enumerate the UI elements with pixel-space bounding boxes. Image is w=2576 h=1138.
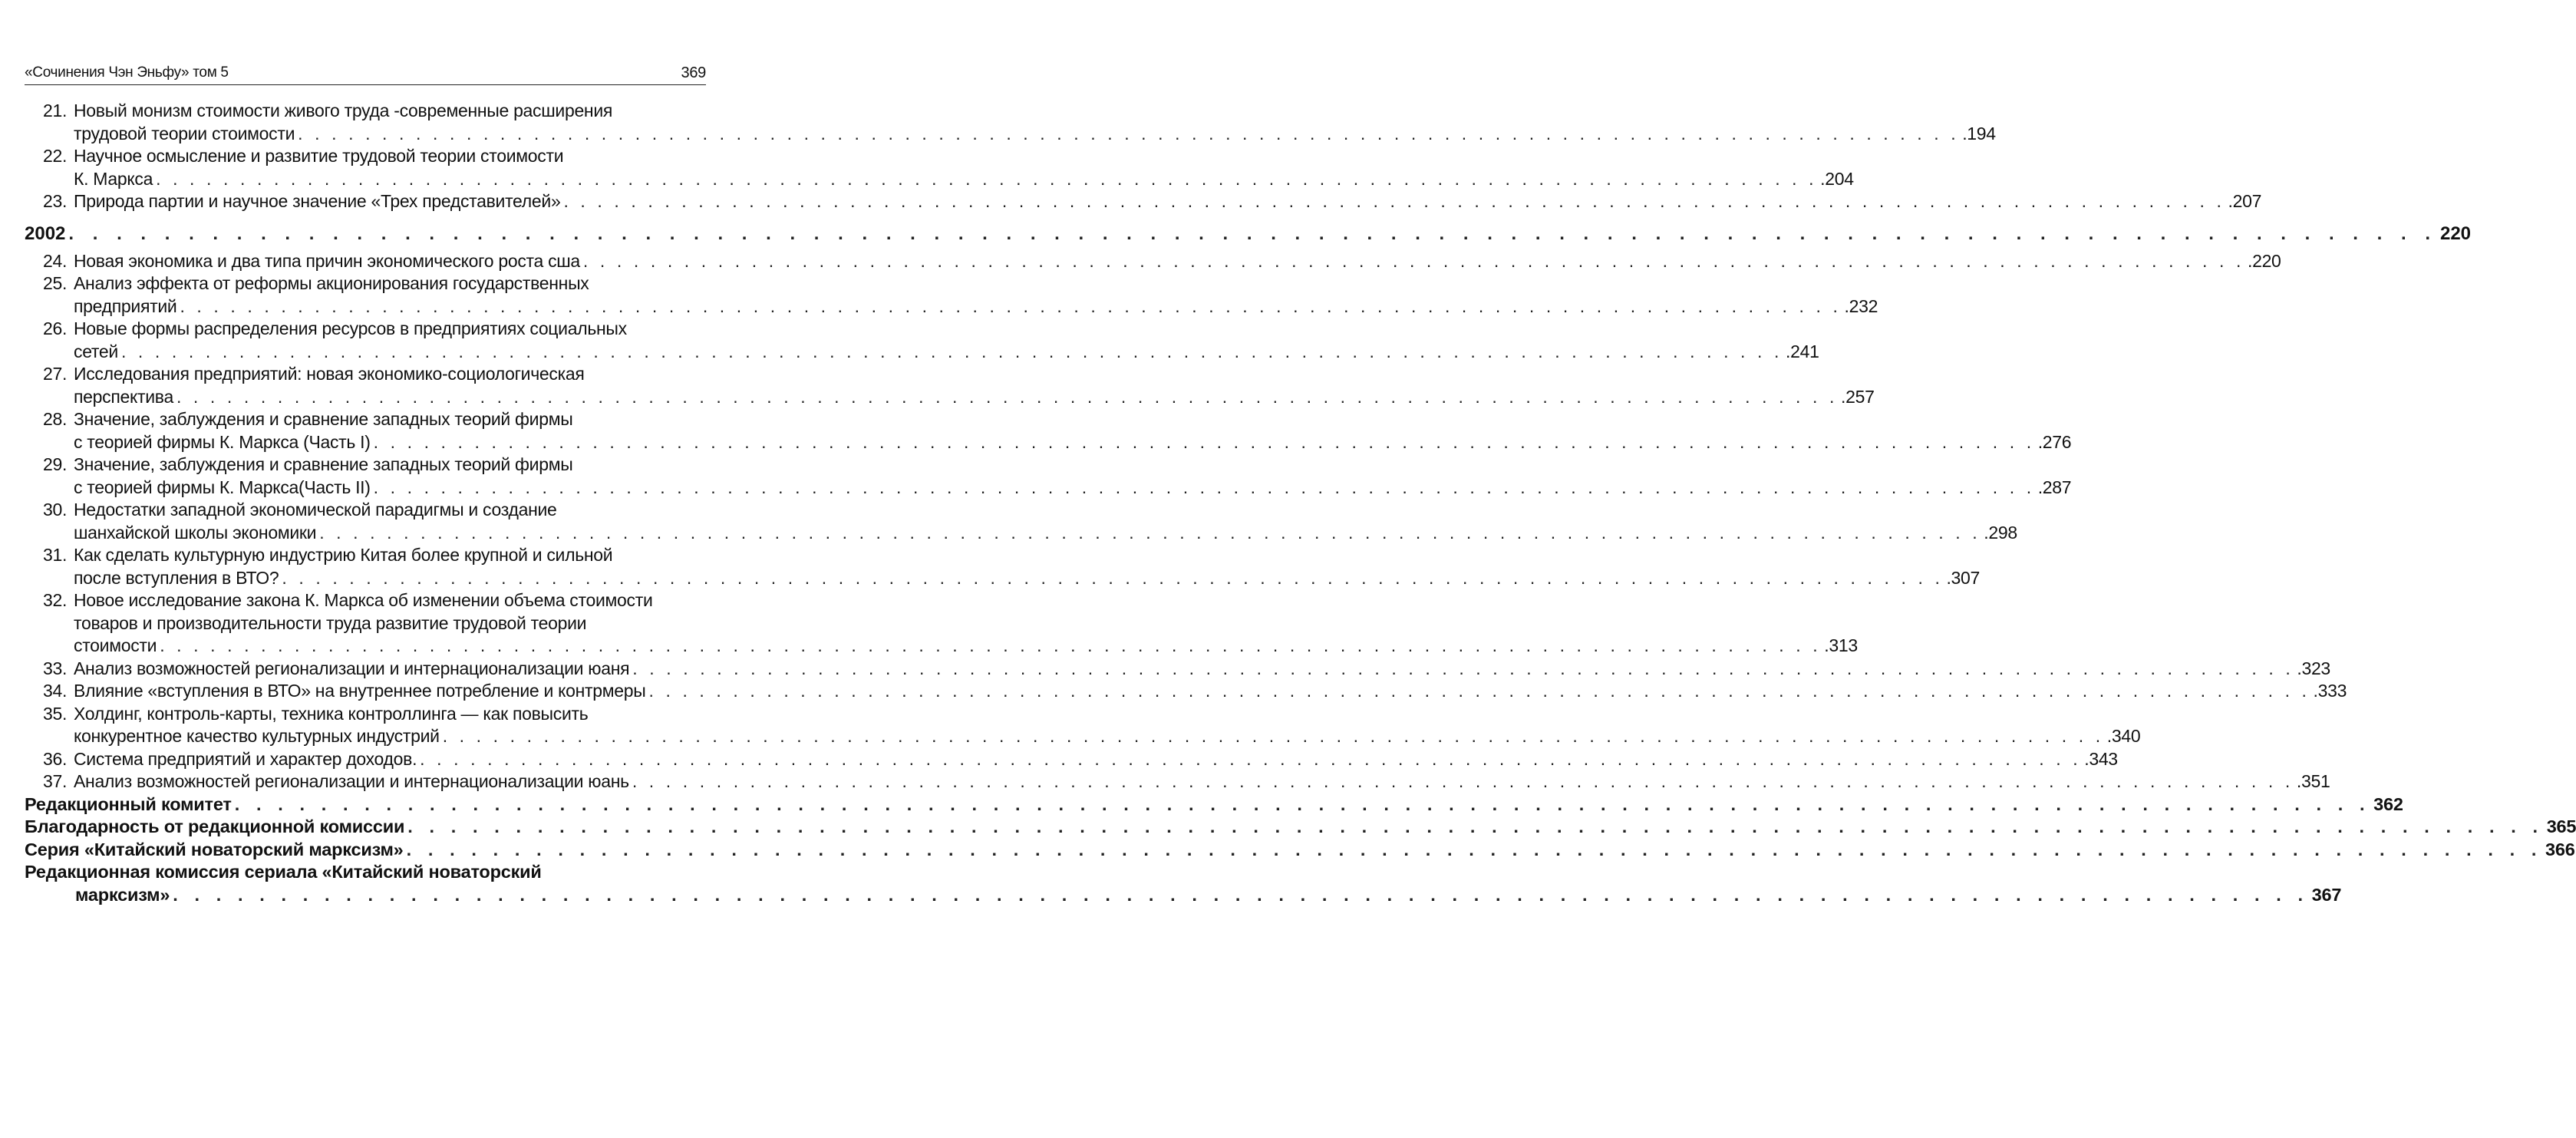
year-label: 2002 (25, 223, 66, 244)
entry-title (74, 272, 1878, 318)
entry-title (74, 408, 2072, 454)
toc-entry[interactable] (25, 589, 1858, 658)
entry-last-line (74, 190, 2262, 213)
entry-last-line (74, 658, 2330, 681)
toc-group-2001 (25, 100, 2262, 213)
dot-leader: . . . . . . . . . . . . . . . . . . . . . . . . . . . . . . . . . . . . . . . . . . . . . . . . . . . . . . . . . . . . . . . . . . . . . . . . . . . . . . . . . . . . . . . . . . . . . . . . . . . (442, 726, 2104, 746)
entry-title-line: Научное осмысление и развитие трудовой теории стоимости (74, 146, 564, 166)
book-title: «Сочинения Чэн Эньфу» том 5 (25, 64, 229, 81)
entry-title-line: К. Маркса (74, 168, 153, 189)
back-matter-entry[interactable] (25, 839, 2575, 862)
back-matter-entry[interactable] (25, 793, 2403, 816)
toc-entry[interactable] (25, 544, 1981, 589)
entry-number: 35. (43, 703, 68, 724)
section-title-line: марксизм» (75, 884, 170, 905)
entry-title-line: Новая экономика и два типа причин экономического роста сша (74, 250, 580, 271)
dot-leader: . . . . . . . . . . . . . . . . . . . . . . . . . . . . . . . . . . . . . . . . . . . . . . . . . . . . . . . . . . . . . . . . . . . . . . . . . . . . . . . . . . . . . . . . . . . . . . . . . . . (68, 223, 2437, 244)
running-header (25, 61, 706, 85)
dot-leader: . . . . . . . . . . . . . . . . . . . . . . . . . . . . . . . . . . . . . . . . . . . . . . . . . . . . . . . . . . . . . . . . . . . . . . . . . . . . . . . . . . . . . . . . . . . . . . . . . . . (298, 123, 1960, 143)
entry-title-line: с теорией фирмы К. Маркса(Часть II) (74, 477, 371, 497)
entry-title (74, 145, 1854, 190)
toc-entry[interactable] (25, 250, 2281, 273)
year-page: 220 (2439, 223, 2472, 244)
dot-leader: . . . . . . . . . . . . . . . . . . . . . . . . . . . . . . . . . . . . . . . . . . . . . . . . . . . . . . . . . . . . . . . . . . . . . . . . . . . . . . . . . . . . . . . . . . . . . . . . . . . (156, 168, 1818, 189)
entry-number: 34. (43, 681, 68, 701)
entry-title-line: Новые формы распределения ресурсов в предприятиях социальных (74, 318, 627, 338)
entry-last-line (74, 341, 1819, 364)
entry-last-line (74, 123, 1996, 146)
dot-leader: . . . . . . . . . . . . . . . . . . . . . . . . . . . . . . . . . . . . . . . . . . . . . . . . . . . . . . . . . . . . . . . . . . . . . . . . . . . . . . . . . . . . . . . . . . . . . . . . . . . (648, 681, 2310, 701)
toc-entry[interactable] (25, 658, 2330, 681)
entry-title (74, 318, 1819, 363)
entry-title-line: Анализ возможностей регионализации и интернационализации юань (74, 771, 629, 791)
entry-number: 21. (43, 101, 68, 120)
toc-entry[interactable] (25, 408, 2072, 454)
entry-last-line (74, 770, 2330, 793)
page-number: 369 (681, 64, 706, 81)
entry-number: 23. (43, 191, 68, 211)
entry-title (74, 100, 1996, 145)
year-heading[interactable] (25, 223, 2472, 246)
section-title-line: Редакционная комиссия сериала «Китайский новаторский (25, 862, 542, 882)
entry-last-line (74, 477, 2072, 500)
entry-title-line: Анализ эффекта от реформы акционирования государственных (74, 273, 589, 293)
entry-number: 31. (43, 545, 68, 565)
entry-title (74, 770, 2330, 793)
entry-page: .287 (2037, 477, 2072, 497)
entry-last-line (74, 295, 1878, 318)
entry-page: .323 (2297, 658, 2330, 678)
toc-entry[interactable] (25, 748, 2118, 771)
entry-title-line: Недостатки западной экономической парадигмы и создание (74, 500, 557, 520)
entry-title (74, 589, 1858, 658)
entry-title-line: сетей (74, 341, 118, 361)
section-title-line: Благодарность от редакционной комиссии (25, 816, 405, 836)
entry-page: .343 (2084, 748, 2118, 769)
entry-last-line (74, 431, 2072, 454)
entry-number: 24. (43, 250, 68, 271)
section-last-line (25, 816, 2576, 839)
entry-title (74, 363, 1875, 408)
entry-number: 27. (43, 364, 68, 384)
entry-number: 32. (43, 590, 68, 610)
entry-title (74, 454, 2072, 499)
entry-page: .340 (2106, 726, 2141, 746)
entry-number: 28. (43, 409, 68, 429)
entry-title-line: Влияние «вступления в ВТО» на внутреннее потребление и контрмеры (74, 681, 646, 701)
entry-last-line (74, 567, 1981, 590)
toc-group-2002 (25, 250, 2347, 793)
entry-page: .257 (1841, 386, 1875, 407)
entry-page: .276 (2037, 431, 2072, 452)
entry-title-line: после вступления в ВТО? (74, 567, 279, 588)
entry-number: 29. (43, 454, 68, 474)
section-page: 367 (2311, 884, 2342, 905)
entry-title-line: Как сделать культурную индустрию Китая более крупной и сильной (74, 545, 613, 565)
toc-entry[interactable] (25, 703, 2141, 748)
section-page: 362 (2373, 793, 2403, 814)
entry-page: .313 (1824, 635, 1858, 655)
entry-page: .351 (2296, 771, 2330, 791)
entry-title (74, 703, 2141, 748)
section-page: 365 (2546, 816, 2576, 836)
toc-entry[interactable] (25, 363, 1875, 408)
toc-entry[interactable] (25, 190, 2262, 213)
back-matter-entry[interactable] (25, 861, 2342, 906)
entry-page: .220 (2247, 250, 2281, 271)
entry-title-line: Система предприятий и характер доходов. (74, 748, 417, 769)
toc-entry[interactable] (25, 680, 2347, 703)
entry-title-line: товаров и производительности труда развитие трудовой теории (74, 612, 587, 633)
dot-leader: . . . . . . . . . . . . . . . . . . . . . . . . . . . . . . . . . . . . . . . . . . . . . . . . . . . . . . . . . . . . . . . . . . . . . . . . . . . . . . . . . . . . . . . . . . . . . . . . . . . (319, 522, 1981, 543)
dot-leader: . . . . . . . . . . . . . . . . . . . . . . . . . . . . . . . . . . . . . . . . . . . . . . . . . . . . . . . . . . . . . . . . . . . . . . . . . . . . . . . . . . . . . . . . . . . . . . . . . . . (563, 191, 2225, 211)
dot-leader: . . . . . . . . . . . . . . . . . . . . . . . . . . . . . . . . . . . . . . . . . . . . . . . . . . . . . . . . . . . . . . . . . . . . . . . . . . . . . . . . . . . . . . . . . . . . . . . . . . . (234, 793, 2371, 814)
entry-title-line: Природа партии и научное значение «Трех представителей» (74, 191, 561, 211)
entry-page: .194 (1962, 123, 1996, 143)
toc-entry[interactable] (25, 454, 2072, 499)
entry-page: .232 (1844, 295, 1878, 316)
entry-title (74, 748, 2118, 771)
entry-title-line: Анализ возможностей регионализации и интернационализации юаня (74, 658, 630, 678)
table-of-contents (25, 100, 2576, 906)
dot-leader: . . . . . . . . . . . . . . . . . . . . . . . . . . . . . . . . . . . . . . . . . . . . . . . . . . . . . . . . . . . . . . . . . . . . . . . . . . . . . . . . . . . . . . . . . . . . . . . . . . . (160, 635, 1822, 655)
entry-title-line: с теорией фирмы К. Маркса (Часть I) (74, 431, 371, 452)
section-title-line: Серия «Китайский новаторский марксизм» (25, 839, 404, 859)
back-matter-entry[interactable] (25, 816, 2576, 839)
entry-title (74, 190, 2262, 213)
dot-leader: . . . . . . . . . . . . . . . . . . . . . . . . . . . . . . . . . . . . . . . . . . . . . . . . . . . . . . . . . . . . . . . . . . . . . . . . . . . . . . . . . . . . . . . . . . . . . . . . . . . (582, 250, 2245, 271)
dot-leader: . . . . . . . . . . . . . . . . . . . . . . . . . . . . . . . . . . . . . . . . . . . . . . . . . . . . . . . . . . . . . . . . . . . . . . . . . . . . . . . . . . . . . . . . . . . . . . . . . . . (180, 295, 1842, 316)
entry-title (74, 680, 2347, 703)
entry-last-line (74, 680, 2347, 703)
entry-title-line: Значение, заблуждения и сравнение западных теорий фирмы (74, 409, 573, 429)
entry-title-line: Холдинг, контроль-карты, техника контроллинга — как повысить (74, 703, 589, 724)
toc-entry[interactable] (25, 100, 1996, 145)
entry-title-line: стоимости (74, 635, 157, 655)
entry-page: .298 (1984, 522, 2017, 543)
entry-page: .204 (1820, 168, 1854, 189)
entry-title (74, 544, 1981, 589)
entry-title-line: Значение, заблуждения и сравнение западных теорий фирмы (74, 454, 573, 474)
entry-title-line: перспектива (74, 386, 173, 407)
entry-title-line: шанхайской школы экономики (74, 522, 317, 543)
entry-last-line (74, 748, 2118, 771)
entry-last-line (74, 250, 2281, 273)
entry-page: .307 (1946, 567, 1981, 588)
entry-title (74, 658, 2330, 681)
entry-last-line (74, 168, 1854, 191)
toc-entry[interactable] (25, 145, 1854, 190)
dot-leader: . . . . . . . . . . . . . . . . . . . . . . . . . . . . . . . . . . . . . . . . . . . . . . . . . . . . . . . . . . . . . . . . . . . . . . . . . . . . . . . . . . . . . . . . . . . . . . . . . . . (173, 884, 2309, 905)
entry-title (74, 250, 2281, 273)
entry-title-line: конкурентное качество культурных индустрий (74, 726, 440, 746)
entry-number: 30. (43, 500, 68, 520)
section-last-line (75, 884, 2342, 907)
dot-leader: . . . . . . . . . . . . . . . . . . . . . . . . . . . . . . . . . . . . . . . . . . . . . . . . . . . . . . . . . . . . . . . . . . . . . . . . . . . . . . . . . . . . . . . . . . . . . . . . . . . (632, 771, 2294, 791)
entry-number: 36. (43, 748, 68, 769)
dot-leader: . . . . . . . . . . . . . . . . . . . . . . . . . . . . . . . . . . . . . . . . . . . . . . . . . . . . . . . . . . . . . . . . . . . . . . . . . . . . . . . . . . . . . . . . . . . . . . . . . . . (373, 477, 2035, 497)
entry-number: 26. (43, 318, 68, 338)
toc-entry[interactable] (25, 770, 2330, 793)
entry-number: 37. (43, 771, 68, 791)
dot-leader: . . . . . . . . . . . . . . . . . . . . . . . . . . . . . . . . . . . . . . . . . . . . . . . . . . . . . . . . . . . . . . . . . . . . . . . . . . . . . . . . . . . . . . . . . . . . . . . . . . . (420, 748, 2082, 769)
dot-leader: . . . . . . . . . . . . . . . . . . . . . . . . . . . . . . . . . . . . . . . . . . . . . . . . . . . . . . . . . . . . . . . . . . . . . . . . . . . . . . . . . . . . . . . . . . . . . . . . . . . (373, 431, 2035, 452)
entry-page: .333 (2313, 681, 2347, 701)
toc-entry[interactable] (25, 499, 2017, 544)
entry-number: 22. (43, 146, 68, 166)
section-page: 366 (2545, 839, 2575, 859)
entry-title-line: трудовой теории стоимости (74, 123, 295, 143)
section-last-line (25, 839, 2575, 862)
entry-title-line: Новое исследование закона К. Маркса об изменении объема стоимости (74, 590, 653, 610)
dot-leader: . . . . . . . . . . . . . . . . . . . . . . . . . . . . . . . . . . . . . . . . . . . . . . . . . . . . . . . . . . . . . . . . . . . . . . . . . . . . . . . . . . . . . . . . . . . . . . . . . . . (176, 386, 1839, 407)
dot-leader: . . . . . . . . . . . . . . . . . . . . . . . . . . . . . . . . . . . . . . . . . . . . . . . . . . . . . . . . . . . . . . . . . . . . . . . . . . . . . . . . . . . . . . . . . . . . . . . . . . . (282, 567, 1944, 588)
entry-title-line: предприятий (74, 295, 177, 316)
toc-entry[interactable] (25, 318, 1819, 363)
entry-last-line (74, 635, 1858, 658)
section-last-line (25, 793, 2403, 816)
entry-last-line (74, 725, 2141, 748)
entry-title-line: Новый монизм стоимости живого труда -современные расширения (74, 101, 613, 120)
entry-page: .207 (2228, 191, 2262, 211)
entry-number: 25. (43, 273, 68, 293)
entry-title (74, 499, 2017, 544)
section-title-line: Редакционный комитет (25, 793, 232, 814)
entry-page: .241 (1786, 341, 1819, 361)
dot-leader: . . . . . . . . . . . . . . . . . . . . . . . . . . . . . . . . . . . . . . . . . . . . . . . . . . . . . . . . . . . . . . . . . . . . . . . . . . . . . . . . . . . . . . . . . . . . . . . . . . . (406, 839, 2542, 859)
dot-leader: . . . . . . . . . . . . . . . . . . . . . . . . . . . . . . . . . . . . . . . . . . . . . . . . . . . . . . . . . . . . . . . . . . . . . . . . . . . . . . . . . . . . . . . . . . . . . . . . . . . (120, 341, 1783, 361)
entry-title-line: Исследования предприятий: новая экономико-социологическая (74, 364, 585, 384)
entry-number: 33. (43, 658, 68, 678)
entry-last-line (74, 522, 2017, 545)
toc-entry[interactable] (25, 272, 1878, 318)
entry-last-line (74, 386, 1875, 409)
toc-back-matter (25, 793, 2576, 907)
dot-leader: . . . . . . . . . . . . . . . . . . . . . . . . . . . . . . . . . . . . . . . . . . . . . . . . . . . . . . . . . . . . . . . . . . . . . . . . . . . . . . . . . . . . . . . . . . . . . . . . . . . (632, 658, 2294, 678)
dot-leader: . . . . . . . . . . . . . . . . . . . . . . . . . . . . . . . . . . . . . . . . . . . . . . . . . . . . . . . . . . . . . . . . . . . . . . . . . . . . . . . . . . . . . . . . . . . . . . . . . . . (407, 816, 2544, 836)
